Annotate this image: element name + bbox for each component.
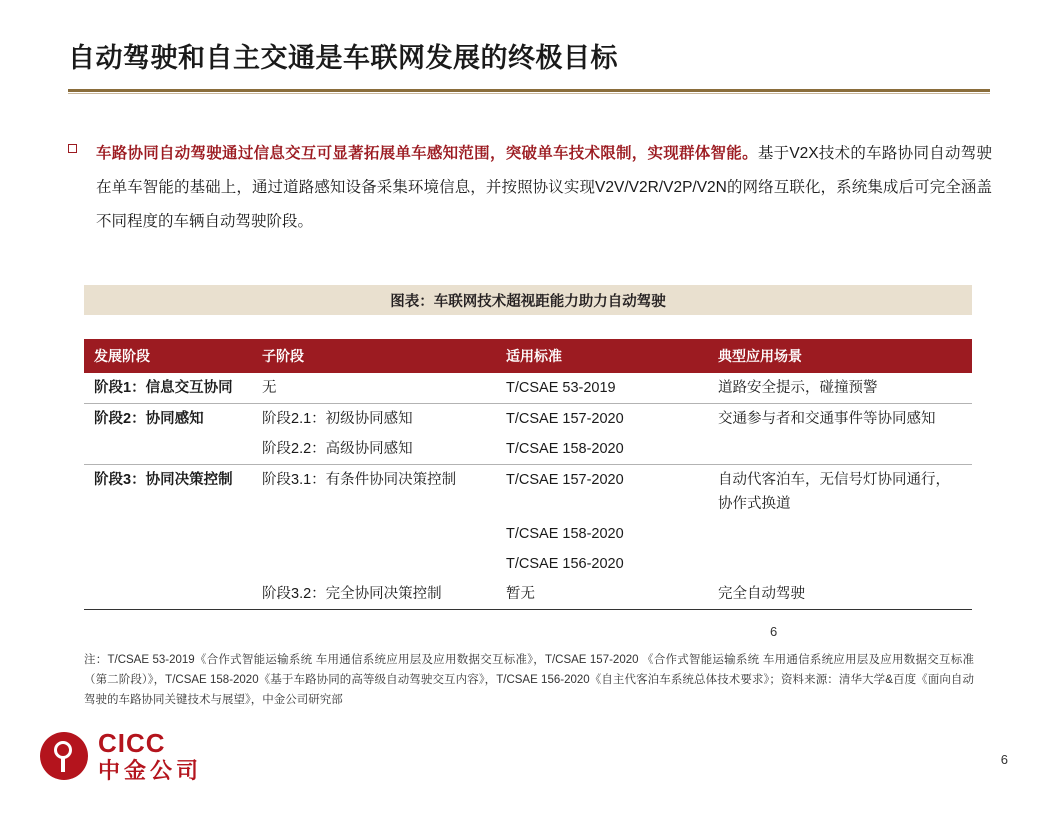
cell-standard: T/CSAE 53-2019	[506, 380, 616, 396]
table-header-cell: 发展阶段	[84, 339, 252, 373]
cell-scenario: 完全自动驾驶	[708, 579, 972, 610]
table-header-row	[84, 339, 972, 373]
cell-substage	[252, 519, 496, 549]
cell-stage	[84, 434, 252, 465]
title-divider-thin	[68, 93, 990, 94]
cell-scenario: 自动代客泊车，无信号灯协同通行，协作式换道	[708, 465, 972, 520]
cell-standard: T/CSAE 156-2020	[506, 556, 624, 572]
table-row	[84, 519, 972, 549]
table-row	[84, 373, 972, 404]
table-row	[84, 404, 972, 435]
cell-scenario	[708, 434, 972, 465]
cell-substage	[252, 549, 496, 579]
bullet-square-icon	[68, 144, 77, 153]
data-table-wrapper	[84, 339, 972, 610]
inner-page-number: 6	[770, 624, 778, 639]
cell-substage: 阶段3.2：完全协同决策控制	[252, 579, 496, 610]
cell-scenario	[708, 549, 972, 579]
table-header-cell: 适用标准	[496, 339, 708, 373]
table-row	[84, 549, 972, 579]
table-row	[84, 434, 972, 465]
cell-substage: 无	[262, 380, 277, 396]
logo-cn: 中金公司	[98, 758, 203, 783]
page-title: 自动驾驶和自主交通是车联网发展的终极目标	[68, 43, 618, 73]
cell-standard: T/CSAE 157-2020	[496, 404, 708, 435]
cell-substage: 阶段3.1：有条件协同决策控制	[252, 465, 496, 520]
bullet-paragraph	[68, 137, 992, 239]
page-number: 6	[1000, 752, 1008, 767]
table-header-cell: 典型应用场景	[708, 339, 972, 373]
table-header-cell: 子阶段	[252, 339, 496, 373]
logo-text	[98, 730, 202, 782]
chart-caption: 图表：车联网技术超视距能力助力自动驾驶	[84, 285, 972, 315]
bullet-emphasis: 车路协同自动驾驶通过信息交互可显著拓展单车感知范围，突破单车技术限制，实现群体智能。	[96, 145, 758, 162]
cell-stage: 阶段1：信息交互协同	[94, 380, 233, 396]
cell-stage	[84, 579, 252, 610]
cell-scenario: 交通参与者和交通事件等协同感知	[708, 404, 972, 435]
footnote: 注：T/CSAE 53-2019《合作式智能运输系统 车用通信系统应用层及应用数据交互标准》，T/CSAE 157-2020 《合作式智能运输系统 车用通信系统应用层及应用数据交互标准（第二阶段）》，T/CSAE 158-2020《基于车路协同的高等级自动驾驶交互内容》，T/CSAE 156-2020《自主代客泊车系统总体技术要求》；资料来源：清华大学&百度《面向自动驾驶的车路协同关键技术与展望》，中金公司研究部	[84, 654, 974, 706]
cell-standard: 暂无	[496, 579, 708, 610]
bullet-text	[96, 137, 992, 239]
cell-standard: T/CSAE 157-2020	[496, 465, 708, 520]
cell-stage: 阶段3：协同决策控制	[84, 465, 252, 520]
data-table	[84, 339, 972, 610]
cell-standard: T/CSAE 158-2020	[506, 526, 624, 542]
cell-substage: 阶段2.1：初级协同感知	[252, 404, 496, 435]
cell-scenario	[708, 519, 972, 549]
cell-substage: 阶段2.2：高级协同感知	[262, 441, 413, 457]
cell-scenario: 道路安全提示，碰撞预警	[718, 380, 878, 396]
table-row	[84, 465, 972, 520]
title-divider	[68, 89, 990, 92]
cicc-logo-icon	[40, 732, 88, 780]
cell-stage	[84, 519, 252, 549]
logo	[40, 730, 202, 782]
cell-standard: T/CSAE 158-2020	[506, 441, 624, 457]
cell-stage: 阶段2：协同感知	[84, 404, 252, 435]
table-row	[84, 579, 972, 610]
logo-en: CICC	[98, 728, 166, 758]
bullet-rest: 基于V2X技术的车路协同自动驾驶在单车智能的基础上，通过道路感知设备采集环境信息，并按照协议实现V2V/V2R/V2P/V2N的网络互联化，系统集成后可完全涵盖不同程度的车辆自动驾驶阶段。	[96, 145, 992, 230]
cell-stage	[84, 549, 252, 579]
